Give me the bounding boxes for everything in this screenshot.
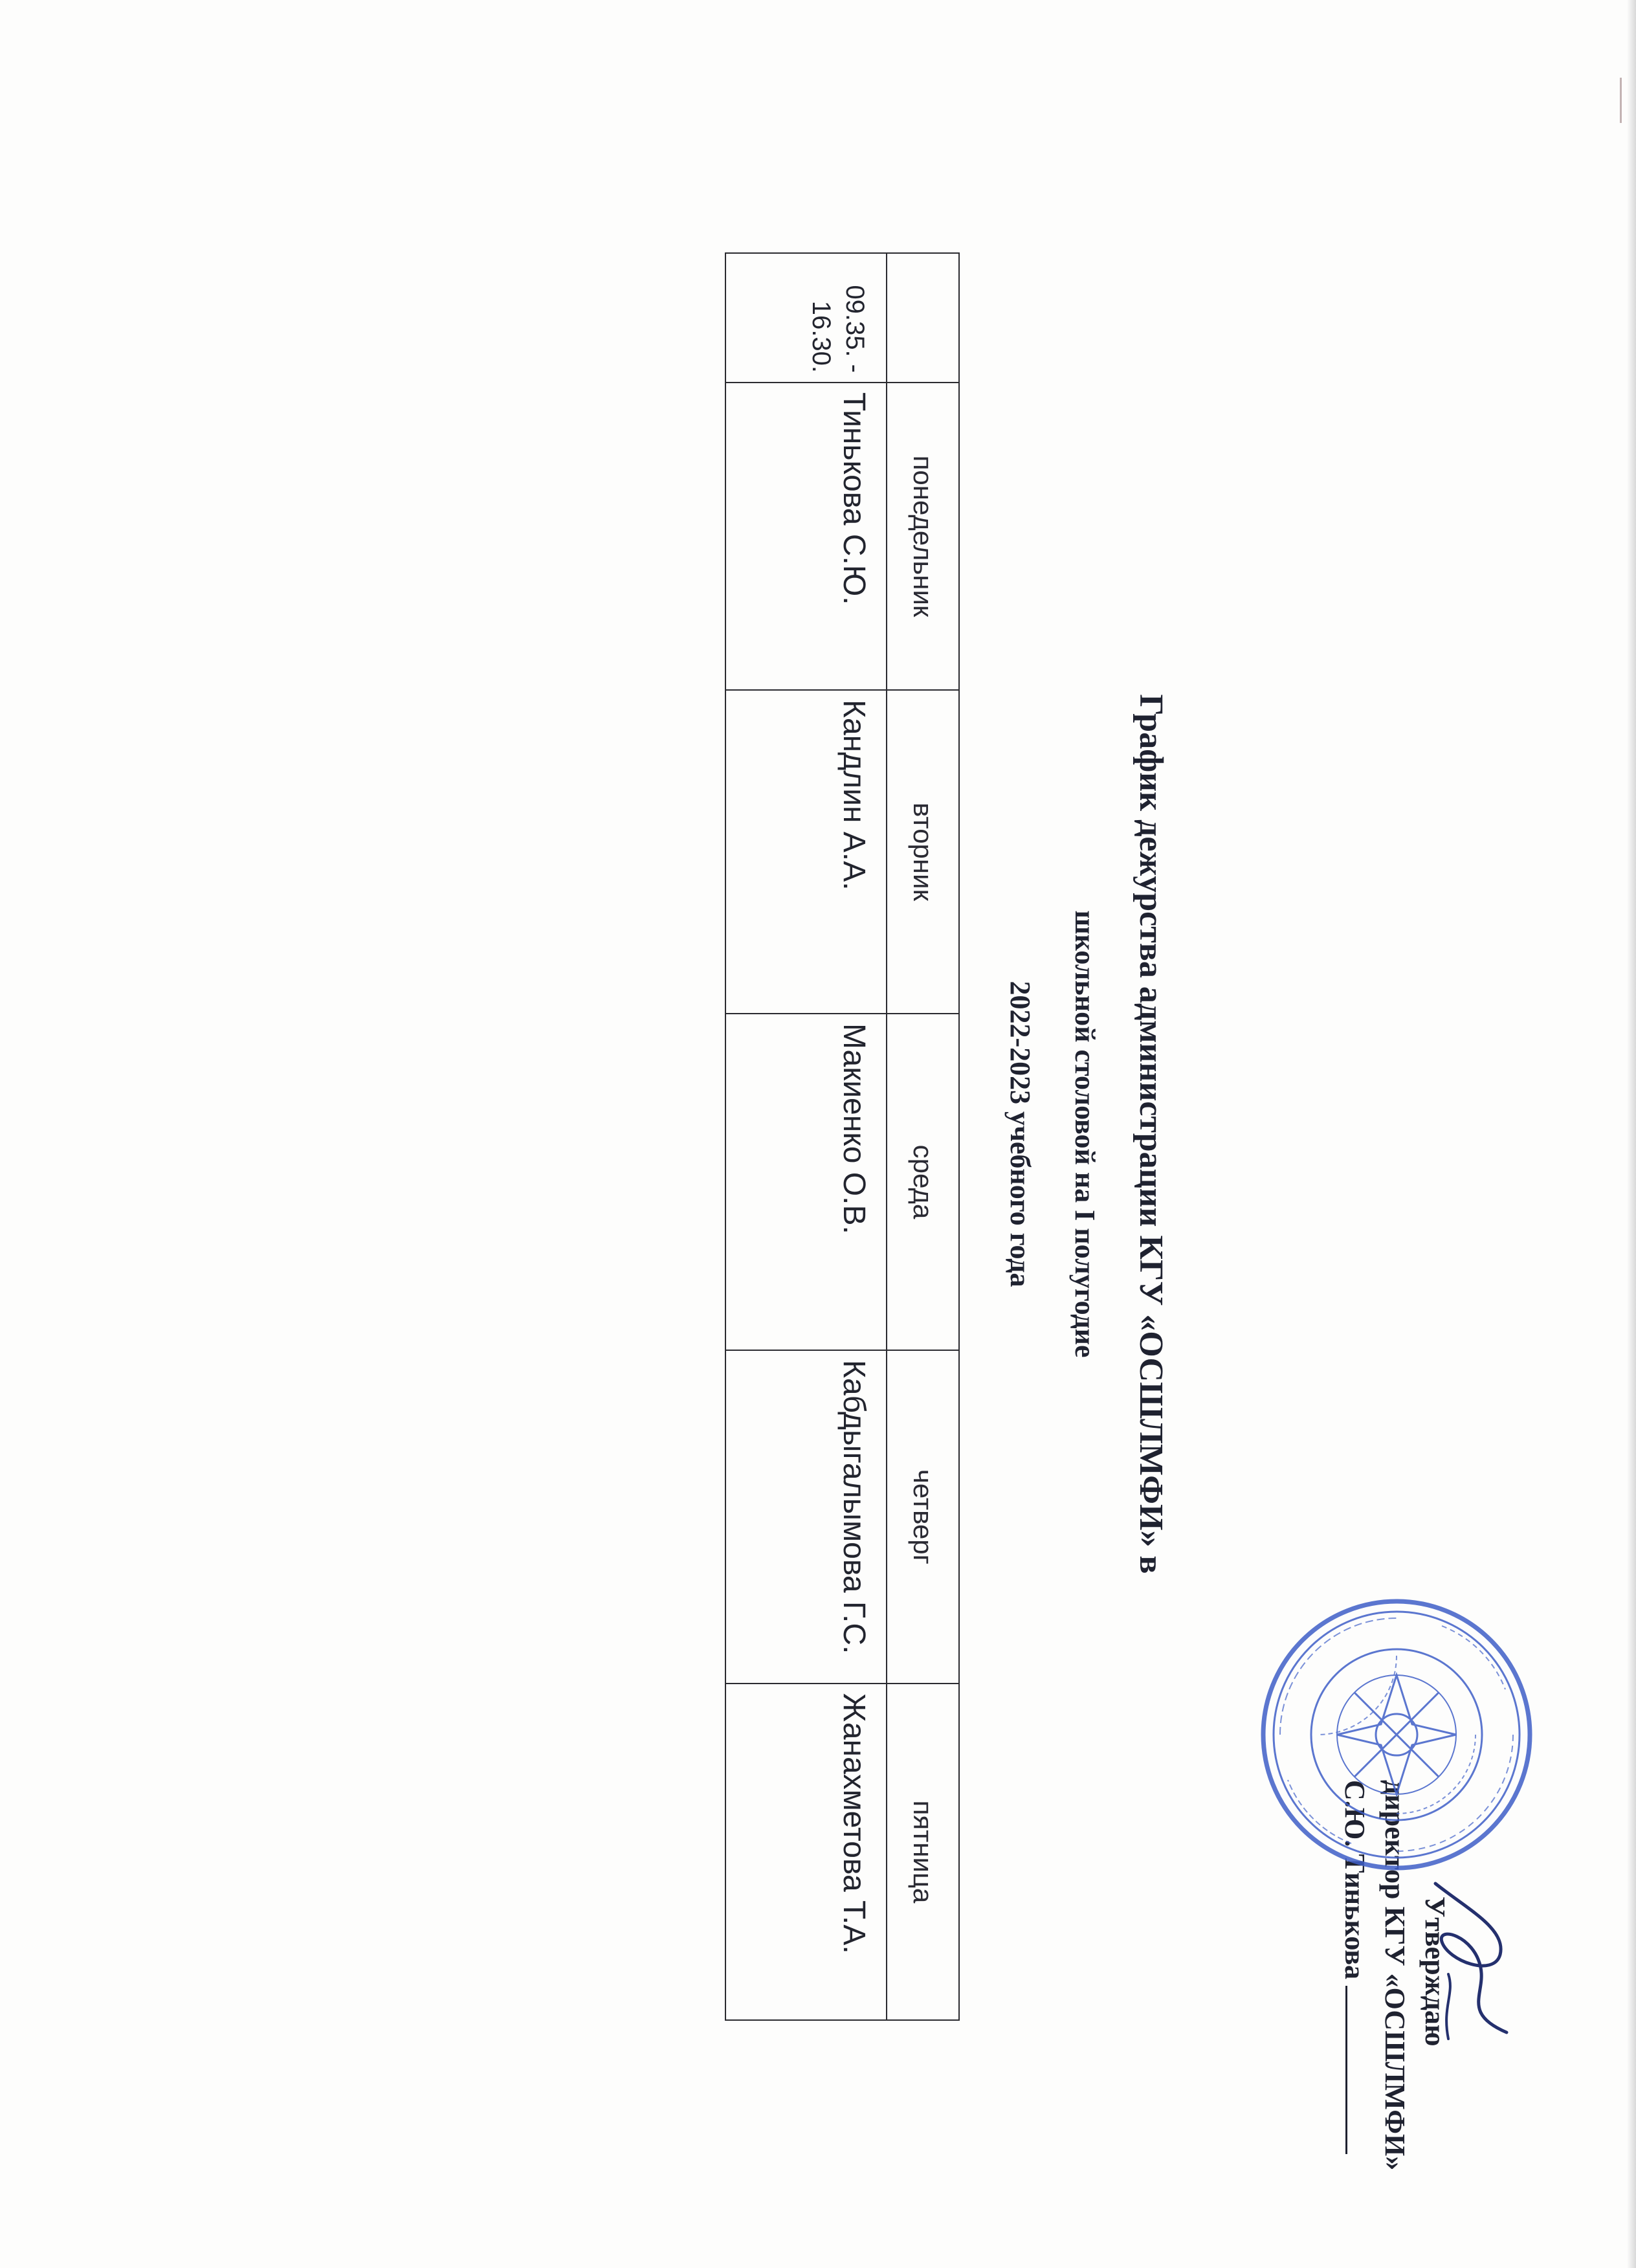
table-row [725,253,887,2020]
header-time [887,253,959,383]
title-line-2: школьной столовой на I полугодие [1069,910,1101,1358]
cell-friday: Жанахметова Т.А. [725,1684,887,2020]
handwritten-signature-icon [1403,1864,1545,2058]
cell-tuesday: Кандлин А.А. [725,690,887,1014]
cell-monday: Тинькова С.Ю. [725,383,887,690]
table-header-row [887,253,959,2020]
approver-name: С.Ю. Тинькова [1339,1780,1371,1979]
header-monday: понедельник [887,383,959,690]
signature-line [1345,1986,1373,2154]
header-thursday: четверг [887,1350,959,1684]
cell-thursday: Кабдыгалымова Г.С. [725,1350,887,1684]
title-line-1: График дежурства администрации КГУ «ОСШЛМФИ» в [1133,694,1169,1574]
cell-time: 09.35. - 16.30. [725,253,887,383]
header-friday: пятница [887,1684,959,2020]
approval-line-1: Утверждаю [1419,1896,1451,2047]
approval-line-2: директор КГУ «ОСШЛМФИ» [1379,1780,1411,2171]
official-seal-icon [1254,1592,1539,1877]
duty-schedule-table [725,252,960,2021]
cell-wednesday: Макиенко О.В. [725,1014,887,1350]
header-tuesday: вторник [887,690,959,1014]
title-line-3: 2022-2023 учебного года [1004,981,1036,1287]
header-wednesday: среда [887,1014,959,1350]
